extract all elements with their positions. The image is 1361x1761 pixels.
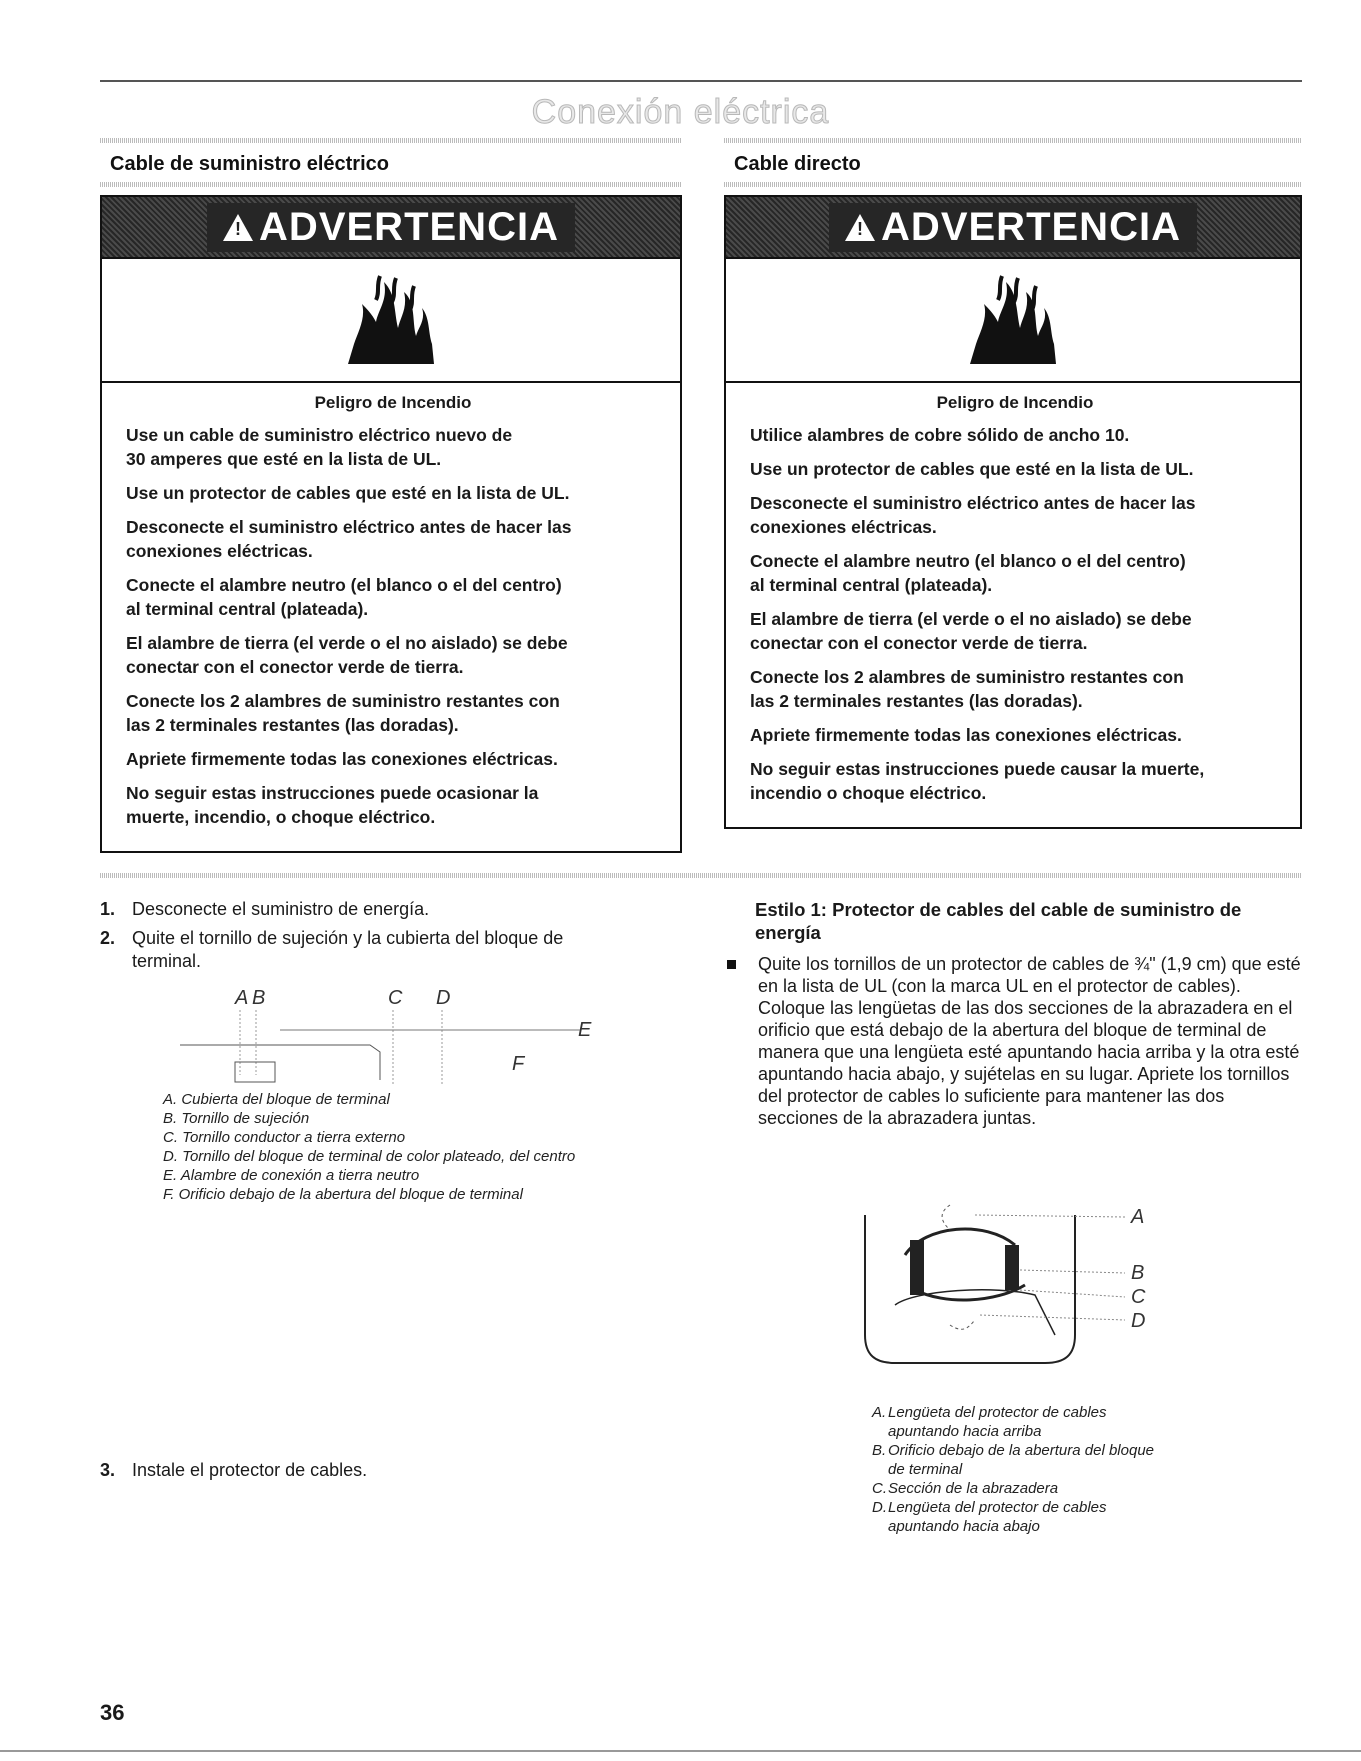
caption-letter: C.	[872, 1480, 887, 1497]
bullet-icon	[727, 960, 736, 969]
warning-box	[724, 195, 1302, 829]
figure-label: D	[1131, 1310, 1146, 1332]
danger-title: Peligro de Incendio	[936, 393, 1094, 412]
warning-triangle-icon: !	[845, 214, 875, 241]
caption-item: C. Tornillo conductor a tierra externo	[163, 1129, 406, 1146]
caption-text: Lengüeta del protector de cables apuntando hacia arriba	[888, 1404, 1107, 1440]
caption-item: F. Orificio debajo de la abertura del bloque de terminal	[163, 1186, 523, 1203]
divider	[724, 182, 1302, 187]
figure-caption	[163, 1090, 683, 1204]
step-text: Instale el protector de cables.	[132, 1460, 368, 1480]
list-item	[100, 1460, 682, 1481]
caption-item	[872, 1479, 1172, 1498]
caption-item	[872, 1441, 1172, 1479]
figure-label: A	[1131, 1206, 1145, 1228]
danger-title: Peligro de Incendio	[314, 393, 472, 412]
divider	[100, 873, 1302, 878]
warning-banner	[102, 197, 680, 259]
strain-relief-illustration	[855, 1195, 1185, 1395]
warning-banner	[726, 197, 1300, 259]
step-text: Desconecte el suministro de energía.	[132, 899, 430, 919]
terminal-block-figure	[150, 1040, 630, 1090]
fire-icon	[346, 274, 436, 366]
figure-label: C	[388, 987, 403, 1009]
figure-label: F	[512, 1053, 525, 1075]
caption-item	[872, 1403, 1172, 1441]
step-text: Quite el tornillo de sujeción y la cubierta del bloque de terminal.	[132, 928, 564, 971]
caption-letter: A.	[872, 1404, 887, 1421]
figure-label: A	[235, 987, 249, 1009]
top-rule	[100, 80, 1302, 82]
warning-text: Apriete firmemente todas las conexiones eléctricas.	[750, 725, 1182, 745]
warning-text: Utilice alambres de cobre sólido de ancho 10.	[750, 425, 1130, 445]
signal-word: ADVERTENCIA	[881, 204, 1181, 249]
warning-text: Conecte el alambre neutro (el blanco o el del centro) al terminal central (plateada).	[750, 551, 1186, 595]
step-number: 3.	[100, 1460, 116, 1480]
caption-item: A. Cubierta del bloque de terminal	[163, 1091, 390, 1108]
caption-item	[872, 1498, 1172, 1536]
signal-word: ADVERTENCIA	[259, 204, 559, 249]
warning-text: Conecte el alambre neutro (el blanco o el del centro) al terminal central (plateada).	[126, 575, 562, 619]
caption-item: D. Tornillo del bloque de terminal de color plateado, del centro	[163, 1148, 576, 1165]
warning-text: El alambre de tierra (el verde o el no aislado) se debe conectar con el conector verde de tierra.	[750, 609, 1192, 653]
warning-text: Apriete firmemente todas las conexiones eléctricas.	[126, 749, 558, 769]
section-heading: Cable directo	[734, 153, 861, 175]
figure-label: B	[1131, 1262, 1145, 1284]
caption-letter: D.	[872, 1499, 887, 1516]
warning-text: Use un protector de cables que esté en la lista de UL.	[126, 483, 570, 503]
figure-label: B	[252, 987, 266, 1009]
caption-text: Orificio debajo de la abertura del bloque de terminal	[888, 1442, 1155, 1478]
step-number: 2.	[100, 928, 116, 948]
caption-text: Lengüeta del protector de cables apuntando hacia abajo	[888, 1499, 1107, 1535]
warning-triangle-icon: !	[223, 214, 253, 241]
warning-text: Desconecte el suministro eléctrico antes de hacer las conexiones eléctricas.	[750, 493, 1196, 537]
warning-text: Conecte los 2 alambres de suministro restantes con las 2 terminales restantes (las doradas).	[750, 667, 1184, 711]
list-item	[724, 953, 1302, 1129]
divider	[100, 182, 682, 187]
warning-text: El alambre de tierra (el verde o el no aislado) se debe conectar con el conector verde de tierra.	[126, 633, 568, 677]
figure-caption	[872, 1403, 1172, 1536]
right-column	[724, 138, 1302, 829]
figure-label: C	[1131, 1286, 1146, 1308]
figure-label: D	[436, 987, 451, 1009]
step-number: 1.	[100, 899, 116, 919]
caption-letter: B.	[872, 1442, 887, 1459]
warning-text: Use un protector de cables que esté en la lista de UL.	[750, 459, 1194, 479]
warning-text: No seguir estas instrucciones puede ocasionar la muerte, incendio, o choque eléctrico.	[126, 783, 539, 827]
page-number: 36	[100, 1700, 125, 1725]
fire-icon	[968, 274, 1058, 366]
section-heading: Cable de suministro eléctrico	[110, 153, 389, 175]
caption-text: Sección de la abrazadera	[888, 1480, 1059, 1497]
caption-item: B. Tornillo de sujeción	[163, 1110, 310, 1127]
figure-label: E	[578, 1019, 592, 1041]
warning-text: No seguir estas instrucciones puede causar la muerte, incendio o choque eléctrico.	[750, 759, 1205, 803]
warning-box	[100, 195, 682, 853]
caption-item: E. Alambre de conexión a tierra neutro	[163, 1167, 420, 1184]
page-title: Conexión eléctrica	[531, 93, 830, 131]
warning-text: Use un cable de suministro eléctrico nuevo de 30 amperes que esté en la lista de UL.	[126, 425, 513, 469]
left-column	[100, 138, 682, 853]
warning-text: Desconecte el suministro eléctrico antes de hacer las conexiones eléctricas.	[126, 517, 572, 561]
bullet-text: Quite los tornillos de un protector de cables de ¾" (1,9 cm) que esté en la lista de UL (con la marca UL en el protector de cables). Coloque las lengüetas de las dos secciones de la abrazadera en el orificio que está debajo de la abertura del bloque de terminal de manera que una lengüeta esté apuntando hacia arriba y la otra esté apuntando hacia abajo, y sujételas en su lugar. Apriete los tornillos del protector de cables lo suficiente para mantener las dos secciones de la abrazadera juntas.	[758, 954, 1301, 1128]
bottom-rule	[0, 1750, 1361, 1752]
style-heading: Estilo 1: Protector de cables del cable de suministro de energía	[755, 899, 1242, 943]
warning-text: Conecte los 2 alambres de suministro restantes con las 2 terminales restantes (las doradas).	[126, 691, 560, 735]
list-item	[100, 898, 682, 921]
